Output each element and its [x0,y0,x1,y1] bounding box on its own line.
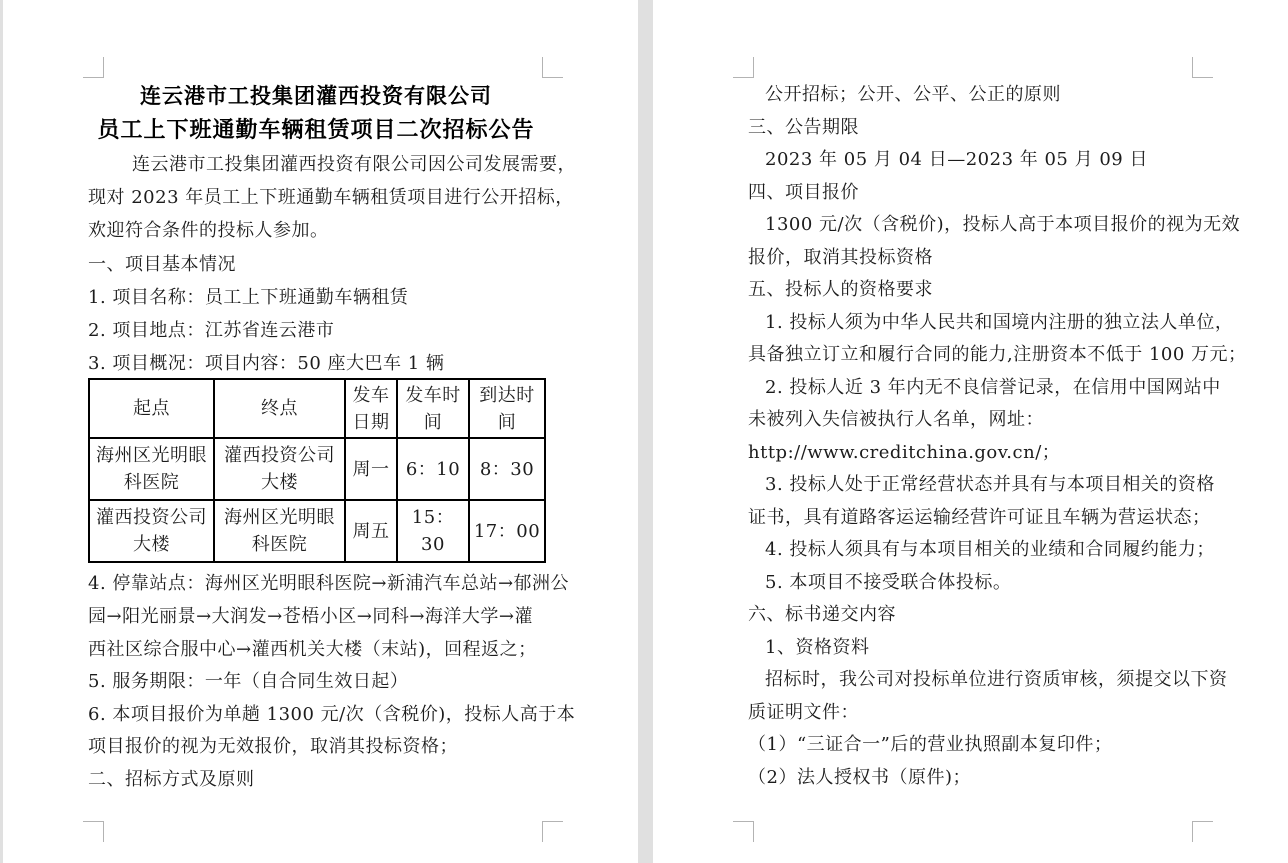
text-boundary-mark-bottom-left [83,821,104,842]
text-line: 1300 元/次（含税价)，投标人高于本项目报价的视为无效 [765,214,1241,235]
section-heading: 二、招标方式及原则 [88,768,255,790]
text-line: 具备独立订立和履行合同的能力,注册资本不低于 100 万元； [748,344,1247,365]
text-line: 2023 年 05 月 04 日—2023 年 05 月 09 日 [765,149,1148,170]
doc-title-line-1: 连云港市工投集团灌西投资有限公司 [140,83,492,108]
text-line: 质证明文件： [748,701,859,723]
text-line: 证书，具有道路客运运输经营许可证且车辆为营运状态； [748,506,1211,528]
text-line: 3. 投标人处于正常经营状态并具有与本项目相关的资格 [765,474,1215,495]
text-line: 未被列入失信被执行人名单，网址： [748,409,1044,430]
text-line: 项目报价的视为无效报价，取消其投标资格； [88,736,458,758]
text-line: 1、资格资料 [765,636,870,658]
text-line: 园→阳光丽景→大润发→苍梧小区→同科→海洋大学→灌 [88,606,533,628]
schedule-col-header-destination: 终点 [214,379,345,438]
page-2[interactable] [653,0,1288,863]
schedule-cell: 灌西投资公司大楼 [89,500,214,562]
text-line: 连云港市工投集团灌西投资有限公司因公司发展需要， [132,154,576,175]
text-line: （1）“三证合一”后的营业执照副本复印件； [748,734,1113,755]
section-heading: 三、公告期限 [748,116,859,138]
text-line: 招标时，我公司对投标单位进行资质审核，须提交以下资 [765,669,1228,690]
schedule-cell: 灌西投资公司大楼 [214,438,345,500]
text-line: 2. 项目地点：江苏省连云港市 [88,320,335,342]
schedule-cell: 17：00 [469,500,545,562]
doc-title-line-2: 员工上下班通勤车辆租赁项目二次招标公告 [97,117,535,143]
text-line: 6. 本项目报价为单趟 1300 元/次（含税价)，投标人高于本 [88,703,576,725]
section-heading: 一、项目基本情况 [88,253,236,275]
url-text-line: http://www.creditchina.gov.cn/； [748,441,1061,463]
text-line: 报价，取消其投标资格 [748,246,933,268]
schedule-row [89,438,545,500]
text-boundary-mark-top-right [1192,57,1213,78]
text-boundary-mark-bottom-right [1192,821,1213,842]
schedule-col-header-depart-time: 发车时间 [397,379,469,438]
section-heading: 六、标书递交内容 [748,604,896,625]
schedule-cell: 海州区光明眼科医院 [89,438,214,500]
text-line: 3. 项目概况：项目内容：50 座大巴车 1 辆 [88,353,445,375]
schedule-col-header-arrive-time: 到达时间 [469,379,545,438]
page-1-content [88,79,576,797]
text-line: 5. 服务期限：一年（自合同生效日起） [88,671,409,693]
section-heading: 五、投标人的资格要求 [748,279,933,300]
text-line: 1. 投标人须为中华人民共和国境内注册的独立法人单位， [765,311,1234,333]
section-heading: 四、项目报价 [748,181,859,203]
text-boundary-mark-top-left [83,57,104,78]
text-line: 1. 项目名称：员工上下班通勤车辆租赁 [88,286,409,308]
text-boundary-mark-bottom-left [733,821,754,842]
text-line: 4. 停靠站点：海州区光明眼科医院→新浦汽车总站→郁洲公 [88,573,570,595]
schedule-cell: 6：10 [397,438,469,500]
text-line: 2. 投标人近 3 年内无不良信誉记录，在信用中国网站中 [765,376,1221,398]
schedule-cell: 海州区光明眼科医院 [214,500,345,562]
text-line: （2）法人授权书（原件)； [748,766,971,788]
text-line: 现对 2023 年员工上下班通勤车辆租赁项目进行公开招标， [88,187,574,209]
schedule-header-row [89,379,545,438]
page-2-content [748,79,1247,794]
page-1[interactable] [3,0,638,863]
text-boundary-mark-top-left [733,57,754,78]
text-boundary-mark-bottom-right [542,821,563,842]
schedule-cell: 周一 [345,438,397,500]
text-line: 公开招标；公开、公平、公正的原则 [765,84,1061,105]
text-boundary-mark-top-right [542,57,563,78]
text-line: 欢迎符合条件的投标人参加。 [88,220,329,242]
text-line: 5. 本项目不接受联合体投标。 [765,571,1012,593]
schedule-col-header-origin: 起点 [89,379,214,438]
schedule-row [89,500,545,562]
schedule-table [88,378,546,563]
text-line: 西社区综合服中心→灌西机关大楼（末站)，回程返之； [88,638,537,660]
text-line: 4. 投标人须具有与本项目相关的业绩和合同履约能力； [765,539,1215,560]
schedule-cell: 15：30 [397,500,469,562]
schedule-cell: 周五 [345,500,397,562]
schedule-col-header-day: 发车日期 [345,379,397,438]
schedule-cell: 8：30 [469,438,545,500]
